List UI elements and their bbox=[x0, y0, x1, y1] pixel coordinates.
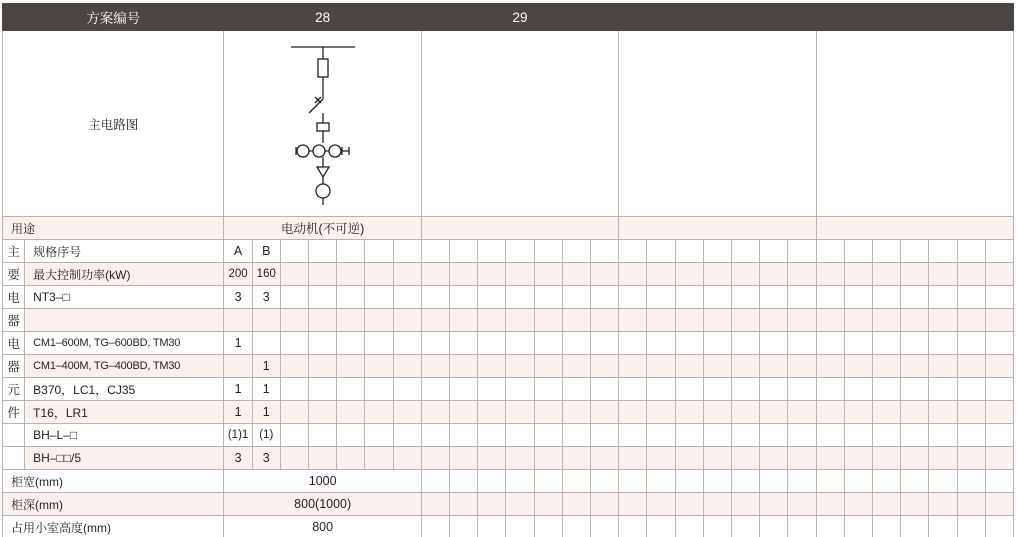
purpose-row bbox=[3, 217, 1014, 240]
scheme-number-1: 28 bbox=[224, 4, 421, 31]
vertical-label-3: 器 bbox=[3, 309, 25, 332]
scheme-label: 方案编号 bbox=[3, 4, 224, 31]
spec-row bbox=[3, 263, 1014, 286]
spec-row bbox=[3, 332, 1014, 355]
spec-row bbox=[3, 401, 1014, 424]
spec-table bbox=[2, 3, 1014, 537]
scheme-number-3 bbox=[619, 4, 816, 31]
vertical-label-1: 要 bbox=[3, 263, 25, 286]
spec-label-2: NT3–□ bbox=[25, 286, 224, 309]
spec-label-3 bbox=[25, 309, 224, 332]
main-circuit-diagram bbox=[224, 31, 421, 217]
diagram-cell-4 bbox=[816, 31, 1013, 217]
footer-label-0: 柜宽(mm) bbox=[3, 470, 224, 493]
spec-label-7: T16，LR1 bbox=[25, 401, 224, 424]
spec-b-2: 3 bbox=[252, 286, 280, 309]
spec-row bbox=[3, 447, 1014, 470]
diagram-row-label: 主电路图 bbox=[3, 31, 224, 217]
purpose-value-4 bbox=[816, 217, 1013, 240]
spec-label-0: 规格序号 bbox=[25, 240, 224, 263]
spec-a-3 bbox=[224, 309, 252, 332]
spec-a-5 bbox=[224, 355, 252, 378]
vertical-label-2: 电 bbox=[3, 286, 25, 309]
diagram-cell-3 bbox=[619, 31, 816, 217]
spec-row bbox=[3, 240, 1014, 263]
spec-b-6: 1 bbox=[252, 378, 280, 401]
spec-b-3 bbox=[252, 309, 280, 332]
footer-value-2: 800 bbox=[224, 516, 421, 537]
purpose-label: 用途 bbox=[3, 217, 224, 240]
purpose-value-1: 电动机(不可逆) bbox=[224, 217, 421, 240]
header-row bbox=[3, 4, 1014, 31]
footer-row bbox=[3, 470, 1014, 493]
spec-row bbox=[3, 378, 1014, 401]
diagram-row bbox=[3, 31, 1014, 217]
spec-b-7: 1 bbox=[252, 401, 280, 424]
spec-a-7: 1 bbox=[224, 401, 252, 424]
spec-a-2: 3 bbox=[224, 286, 252, 309]
spec-row bbox=[3, 286, 1014, 309]
spec-a-4: 1 bbox=[224, 332, 252, 355]
scheme-number-4 bbox=[816, 4, 1013, 31]
spec-label-8: BH–L–□ bbox=[25, 424, 224, 447]
vertical-label-0: 主 bbox=[3, 240, 25, 263]
spec-b-0: B bbox=[252, 240, 280, 263]
footer-row bbox=[3, 493, 1014, 516]
spec-row bbox=[3, 309, 1014, 332]
spec-a-9: 3 bbox=[224, 447, 252, 470]
spec-row bbox=[3, 424, 1014, 447]
vertical-label-6: 元 bbox=[3, 378, 25, 401]
spec-b-4 bbox=[252, 332, 280, 355]
spec-label-5: CM1–400M, TG–400BD, TM30 bbox=[25, 355, 224, 378]
footer-label-2: 占用小室高度(mm) bbox=[3, 516, 224, 537]
spec-b-5: 1 bbox=[252, 355, 280, 378]
vertical-label-5: 器 bbox=[3, 355, 25, 378]
purpose-value-2 bbox=[421, 217, 618, 240]
spec-a-0: A bbox=[224, 240, 252, 263]
spec-b-8: (1) bbox=[252, 424, 280, 447]
spec-a-6: 1 bbox=[224, 378, 252, 401]
diagram-cell-2 bbox=[421, 31, 618, 217]
spec-label-1: 最大控制功率(kW) bbox=[25, 263, 224, 286]
scheme-number-2: 29 bbox=[421, 4, 618, 31]
footer-label-1: 柜深(mm) bbox=[3, 493, 224, 516]
spec-a-1: 200 bbox=[224, 263, 252, 286]
spec-label-9: BH–□□/5 bbox=[25, 447, 224, 470]
purpose-value-3 bbox=[619, 217, 816, 240]
vertical-label-4: 电 bbox=[3, 332, 25, 355]
spec-a-8: (1)1 bbox=[224, 424, 252, 447]
footer-value-0: 1000 bbox=[224, 470, 421, 493]
motor-starter-single-line-diagram-icon bbox=[263, 39, 383, 209]
spec-row bbox=[3, 355, 1014, 378]
spec-b-1: 160 bbox=[252, 263, 280, 286]
footer-value-1: 800(1000) bbox=[224, 493, 421, 516]
vertical-label-7: 件 bbox=[3, 401, 25, 424]
spec-label-4: CM1–600M, TG–600BD, TM30 bbox=[25, 332, 224, 355]
spec-label-6: B370，LC1，CJ35 bbox=[25, 378, 224, 401]
spec-b-9: 3 bbox=[252, 447, 280, 470]
footer-row bbox=[3, 516, 1014, 537]
